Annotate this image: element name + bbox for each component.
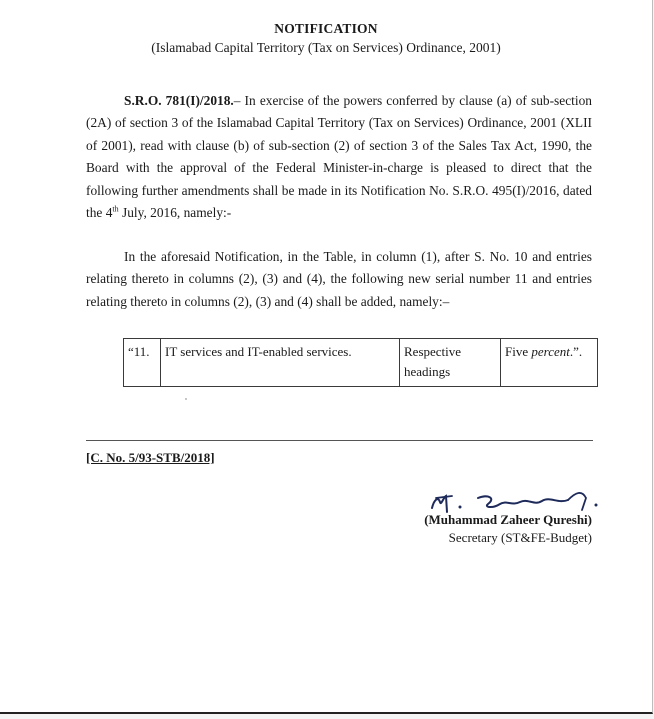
sro-number: S.R.O. 781(I)/2018. [124,93,234,108]
notification-title: NOTIFICATION [274,21,378,36]
amendment-paragraph-text: In the aforesaid Notification, in the Table, in column (1), after S. No. 10 and entries relating thereto in columns (2), (3) and (4), the following new serial number 11 and entries relating thereto in columns (2), (3) and (4) shall be added, namely:– [86,249,592,309]
notification-subtitle: (Islamabad Capital Territory (Tax on Services) Ordinance, 2001) [151,40,501,55]
serial-cell: “11. [124,339,161,387]
signatory-name: (Muhammad Zaheer Qureshi) [424,512,592,527]
sro-paragraph-end: July, 2016, namely:- [118,205,232,221]
amendment-table [123,338,598,387]
amendment-paragraph [86,246,592,313]
file-reference: [C. No. 5/93-STB/2018] [86,450,215,465]
rate-italic: percent [531,344,570,359]
scan-speck [185,398,187,400]
service-cell: IT services and IT-enabled services. [161,339,400,387]
table-row [124,339,598,387]
sro-paragraph [86,90,592,224]
date-superscript: th [112,204,119,214]
horizontal-rule [86,440,593,441]
sro-paragraph-text: – In exercise of the powers conferred by clause (a) of sub-section (2A) of section 3 of the Islamabad Capital Territory (Tax on Services) Ordinance, 2001 (XLII of 2001), read with clause (b) of sub-section (2) of section 3 of the Sales Tax Act, 1990, the Board with the approval of the Federal Minister-in-charge is pleased to direct that the following further amendments shall be made in its Notification No. S.R.O. 495(I)/2016, dated the 4 [86,93,592,221]
heading-cell: Respective headings [400,339,501,387]
rate-suffix: .”. [569,344,583,359]
signatory-designation: Secretary (ST&FE-Budget) [448,530,592,545]
rate-cell [501,339,598,387]
rate-prefix: Five [505,344,532,359]
